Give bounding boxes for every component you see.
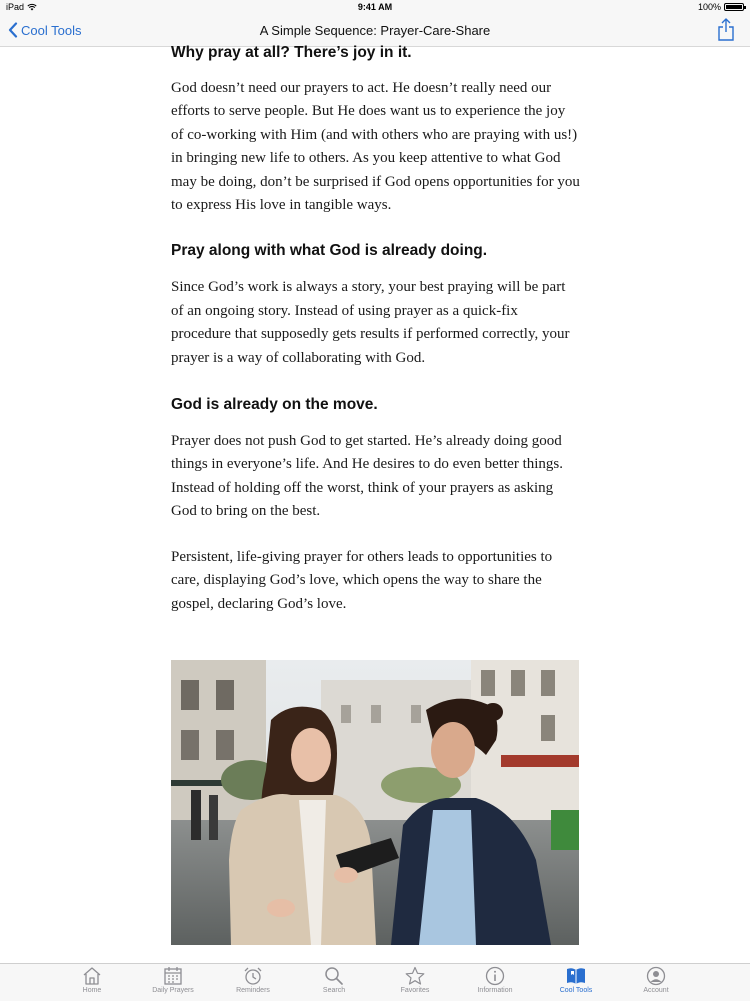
article-photo: [171, 660, 579, 945]
share-icon[interactable]: [716, 18, 736, 42]
status-time: 9:41 AM: [357, 2, 393, 12]
paragraph: Prayer does not push God to get started. He’s already doing good things in everyone’s life. And He desires to do even better things. Instead of holding off the worst, think of your prayers as asking God to bring on the best.: [171, 433, 563, 520]
star-icon: [404, 966, 426, 986]
tab-daily-prayers[interactable]: [133, 966, 213, 1000]
paragraph: God doesn’t need our prayers to act. He doesn’t really need our efforts to serve people. But He does want us to experience the joy of co-working with Him (and with others who are praying with us!) in bringing new life to others. As you keep attentive to what God may be doing, don’t be surprised if God opens opportunities for you to express His love in tangible ways.: [171, 80, 580, 214]
tab-favorites[interactable]: [375, 966, 455, 1000]
tab-label: Favorites: [400, 987, 430, 994]
book-icon: [565, 966, 587, 986]
page-title: A Simple Sequence: Prayer-Care-Share: [259, 23, 491, 38]
tab-account[interactable]: [616, 966, 696, 1000]
tab-label: Daily Prayers: [152, 987, 194, 994]
home-icon: [81, 966, 103, 986]
tab-label: Information: [477, 987, 513, 994]
tab-label: Cool Tools: [559, 987, 593, 994]
article-body: [171, 44, 581, 616]
alarm-clock-icon: [242, 966, 264, 986]
tab-search[interactable]: [294, 966, 374, 1000]
battery-percent: 100%: [697, 2, 721, 12]
navigation-bar: [0, 14, 750, 47]
tab-cool-tools[interactable]: [536, 966, 616, 1000]
calendar-icon: [162, 966, 184, 986]
tab-home[interactable]: [52, 966, 132, 1000]
back-button-label: Cool Tools: [21, 22, 82, 38]
tab-bar: [0, 963, 750, 1001]
tab-reminders[interactable]: [213, 966, 293, 1000]
status-bar: [0, 0, 750, 14]
tab-label: Home: [82, 987, 102, 994]
battery-icon: [724, 3, 744, 11]
tab-label: Reminders: [236, 987, 270, 994]
section-heading: God is already on the move.: [171, 396, 378, 414]
section-heading: Why pray at all? There’s joy in it.: [171, 44, 412, 61]
street-scene-image: [171, 660, 579, 945]
section-heading: Pray along with what God is already doing.: [171, 242, 488, 260]
status-right: [698, 2, 744, 12]
paragraph: Since God’s work is always a story, your best praying will be part of an ongoing story. Instead of using prayer as a quick-fix procedure that supposedly gets results if performed correctly, your prayer is a way of collaborating with God.: [171, 279, 570, 366]
tab-label: Search: [322, 987, 346, 994]
account-icon: [645, 966, 667, 986]
tab-information[interactable]: [455, 966, 535, 1000]
tab-label: Account: [643, 987, 669, 994]
search-icon: [323, 966, 345, 986]
info-icon: [484, 966, 506, 986]
paragraph: Persistent, life-giving prayer for others leads to opportunities to care, displaying God’s love, which opens the way to share the gospel, declaring God’s love.: [171, 548, 553, 612]
device-label: iPad: [6, 2, 25, 12]
